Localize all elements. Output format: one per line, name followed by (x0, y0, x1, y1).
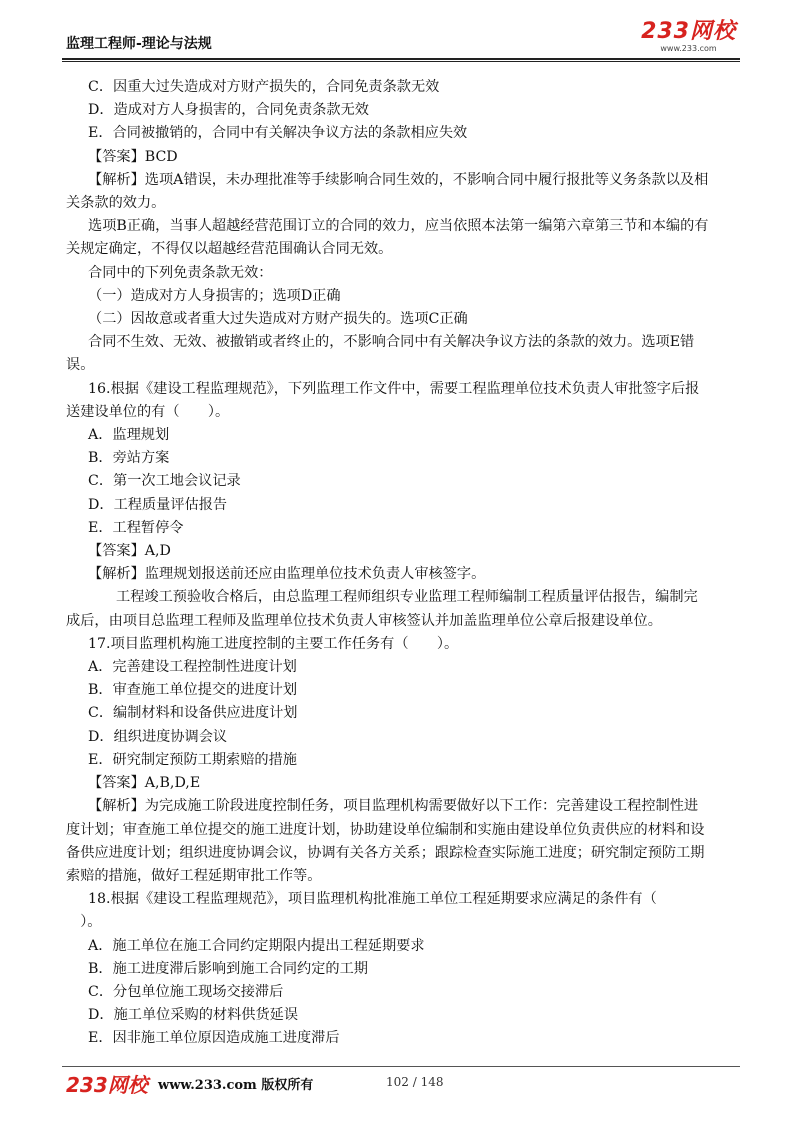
text-line: 17.项目监理机构施工进度控制的主要工作任务有（ ）。 (88, 635, 459, 652)
text-line: E．因非施工单位原因造成施工进度滞后 (88, 1030, 340, 1047)
text-line: 合同不生效、无效、被撤销或者终止的，不影响合同中有关解决争议方法的条款的效力。选项E错 (88, 334, 695, 351)
text-line: 度计划；审查施工单位提交的施工进度计划，协助建设单位编制和实施由建设单位负责供应的材料和设 (66, 821, 705, 838)
text-line: A．完善建设工程控制性进度计划 (88, 659, 297, 676)
text-line: （一）造成对方人身损害的；选项D正确 (88, 287, 341, 304)
footer-logo: 233网校 (66, 1073, 148, 1097)
text-line: 【解析】监理规划报送前还应由监理单位技术负责人审核签字。 (88, 566, 486, 583)
text-line: 合同中的下列免责条款无效： (88, 264, 273, 281)
text-line: D．组织进度协调会议 (88, 728, 228, 745)
text-line: B．审查施工单位提交的进度计划 (88, 682, 298, 699)
page-number: 102 / 148 (386, 1075, 444, 1089)
page-header-title: 监理工程师-理论与法规 (66, 36, 212, 52)
text-line: 备供应进度计划；组织进度协调会议，协调有关各方关系；跟踪检查实际施工进度；研究制定预防工期 (66, 844, 705, 861)
brand-logo-text: 233网校 (641, 19, 736, 44)
text-line: E．工程暂停令 (88, 519, 184, 536)
text-line: 【答案】A,D (88, 543, 171, 560)
text-line: 误。 (66, 357, 95, 374)
brand-logo-url: www.233.com (660, 44, 717, 53)
text-line: 关条款的效力。 (66, 195, 166, 212)
text-line: （二）因故意或者重大过失造成对方财产损失的。选项C正确 (88, 311, 468, 328)
footer-copyright: www.233.com 版权所有 (158, 1078, 314, 1093)
text-line: D．施工单位采购的材料供货延误 (88, 1007, 299, 1024)
text-line: 18.根据《建设工程监理规范》，项目监理机构批准施工单位工程延期要求应满足的条件有（ (88, 891, 657, 908)
text-line: C．编制材料和设备供应进度计划 (88, 705, 298, 722)
text-line: 16.根据《建设工程监理规范》，下列监理工作文件中，需要工程监理单位技术负责人审批签字后报 (88, 380, 700, 397)
text-line: 索赔的措施，做好工程延期审批工作等。 (66, 867, 322, 884)
text-line: D．工程质量评估报告 (88, 496, 228, 513)
text-line: C．第一次工地会议记录 (88, 473, 241, 490)
text-line: 成后，由项目总监理工程师及监理单位技术负责人审核签认并加盖监理单位公章后报建设单位。 (66, 612, 662, 629)
header-divider (62, 58, 740, 62)
text-line: 【解析】为完成施工阶段进度控制任务，项目监理机构需要做好以下工作：完善建设工程控制性进 (88, 798, 699, 815)
text-line: 关规定确定，不得仅以超越经营范围确认合同无效。 (66, 241, 393, 258)
text-line: B．施工进度滞后影响到施工合同约定的工期 (88, 960, 368, 977)
text-line: 送建设单位的有（ ）。 (66, 403, 230, 420)
document-body (66, 76, 734, 1051)
text-line: 工程竣工预验收合格后，由总监理工程师组织专业监理工程师编制工程质量评估报告，编制完 (116, 589, 698, 606)
text-line: B．旁站方案 (88, 450, 170, 467)
text-line: 【解析】选项A错误，未办理批准等手续影响合同生效的，不影响合同中履行报批等义务条款以及相 (88, 171, 709, 188)
text-line: 选项B正确，当事人超越经营范围订立的合同的效力，应当依照本法第一编第六章第三节和本编的有 (88, 218, 709, 235)
text-line: C．分包单位施工现场交接滞后 (88, 983, 284, 1000)
text-line: E．合同被撤销的，合同中有关解决争议方法的条款相应失效 (88, 125, 468, 142)
brand-logo (641, 20, 736, 53)
text-line: 【答案】A,B,D,E (88, 775, 201, 792)
text-line: E．研究制定预防工期索赔的措施 (88, 751, 297, 768)
text-line: D．造成对方人身损害的，合同免责条款无效 (88, 102, 369, 119)
text-line: A．施工单位在施工合同约定期限内提出工程延期要求 (88, 937, 425, 954)
text-line: A．监理规划 (88, 427, 170, 444)
footer-divider (62, 1066, 740, 1067)
text-line: 【答案】BCD (88, 148, 178, 165)
text-line: C．因重大过失造成对方财产损失的，合同免责条款无效 (88, 79, 440, 95)
text-line: ）。 (66, 914, 102, 931)
